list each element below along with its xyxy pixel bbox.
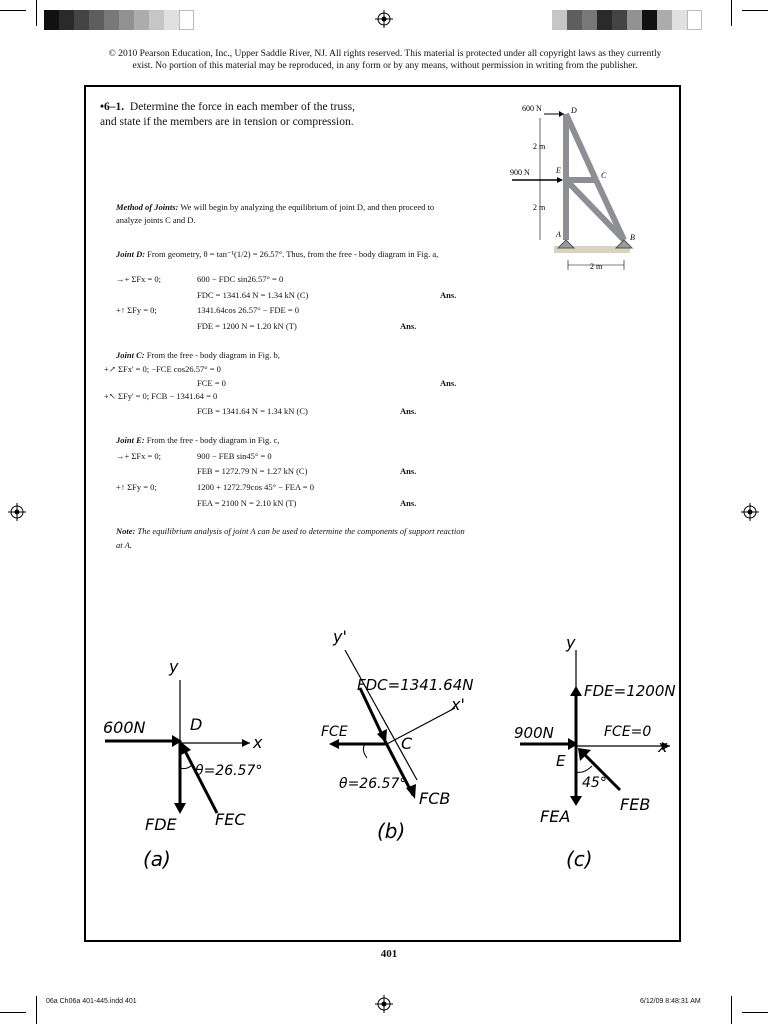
color-bar-right	[552, 10, 702, 30]
result: FDE = 1200 N = 1.20 kN (T)	[197, 321, 297, 331]
crop-mark	[36, 0, 37, 26]
result: FCB = 1341.64 N = 1.34 kN (C)	[197, 406, 308, 416]
fbd-c	[510, 630, 680, 880]
dim-upper-label: 2 m	[533, 142, 546, 151]
dim-lower-label: 2 m	[533, 203, 546, 212]
method-heading	[116, 201, 434, 213]
member-dc	[566, 114, 596, 180]
joint-c-heading	[116, 349, 280, 361]
figure-caption: (b)	[377, 819, 406, 843]
arrowhead-icon	[570, 686, 582, 696]
answer-tag: Ans.	[440, 290, 457, 300]
problem-number: •6–1.	[100, 101, 125, 113]
node-label: D	[571, 106, 577, 115]
result: FCE = 0	[197, 378, 226, 388]
load-mid-label: 900 N	[510, 168, 530, 177]
note-text-line2: at A.	[116, 540, 132, 550]
angle-arc	[180, 765, 192, 769]
node-label: A	[556, 230, 561, 239]
load-label: 600N	[103, 718, 146, 737]
answer-tag: Ans.	[400, 321, 417, 331]
equation-label: +↑ ΣFy = 0;	[116, 305, 157, 315]
method-title: Method of Joints:	[116, 202, 179, 212]
force-label: FDE	[145, 815, 177, 834]
angle-arc	[576, 766, 592, 772]
joint-c-text: From the free - body diagram in Fig. b,	[146, 350, 280, 360]
equation: 1200 + 1272.79cos 45° − FEA = 0	[197, 482, 314, 492]
x-label: x	[253, 733, 263, 752]
force-label: FDE=1200N	[584, 682, 676, 700]
note-label: Note:	[116, 526, 136, 536]
crop-mark	[742, 1012, 768, 1013]
figure-caption: (c)	[566, 847, 593, 871]
angle-label: θ=26.57°	[339, 776, 407, 792]
angle-arc	[363, 744, 367, 758]
node-label: E	[556, 166, 561, 175]
arrowhead-icon	[174, 803, 186, 814]
joint-label: E	[556, 752, 566, 770]
angle-label: 45°	[582, 775, 607, 791]
answer-tag: Ans.	[440, 378, 457, 388]
force-label: FEA	[540, 807, 571, 826]
crop-mark	[0, 1012, 26, 1013]
joint-label: C	[401, 734, 413, 753]
truss-figure	[500, 100, 650, 275]
problem-text: and state if the members are in tension or compression.	[100, 116, 354, 128]
registration-mark-icon	[741, 503, 759, 521]
result: FDC = 1341.64 N = 1.34 kN (C)	[197, 290, 309, 300]
y-prime-axis	[345, 650, 417, 780]
crop-mark	[731, 0, 732, 26]
registration-mark-icon	[375, 995, 393, 1013]
equation: 600 − FDC sin26.57° = 0	[197, 274, 284, 284]
equation: +↖ ΣFy' = 0; FCB − 1341.64 = 0	[104, 391, 218, 401]
crop-mark	[742, 10, 768, 11]
load-label: 900N	[514, 724, 554, 742]
joint-e-heading	[116, 434, 279, 446]
dim-base-label: 2 m	[590, 262, 603, 271]
equation: 900 − FEB sin45° = 0	[197, 451, 272, 461]
equation-label: →+ ΣFx = 0;	[116, 451, 161, 461]
crop-mark	[0, 10, 26, 11]
copyright-notice	[85, 48, 685, 72]
equation-label: →+ ΣFx = 0;	[116, 274, 161, 284]
member-eb	[566, 180, 624, 240]
crop-mark	[36, 996, 37, 1024]
answer-tag: Ans.	[400, 466, 417, 476]
force-label: FCB	[419, 789, 451, 808]
page-number: 401	[380, 948, 398, 960]
joint-e-text: From the free - body diagram in Fig. c,	[146, 435, 280, 445]
support-a-icon	[558, 240, 574, 248]
force-label: FDC=1341.64N	[357, 676, 474, 694]
answer-tag: Ans.	[400, 498, 417, 508]
node-label: B	[630, 233, 635, 242]
registration-mark-icon	[375, 10, 393, 28]
method-text-line2: analyze joints C and D.	[116, 215, 196, 225]
x-prime-axis	[385, 708, 455, 745]
arrowhead-icon	[329, 739, 339, 749]
note-text: The equilibrium analysis of joint A can be used to determine the components of support reaction	[137, 526, 465, 536]
member-cb	[596, 180, 624, 240]
joint-c-title: Joint C:	[116, 350, 145, 360]
figure-caption: (a)	[143, 847, 171, 871]
joint-d-heading	[116, 248, 438, 260]
force-label: FCE=0	[604, 724, 652, 740]
copyright-line: exist. No portion of this material may be reproduced, in any form or by any means, without permission in writing from the publisher.	[132, 61, 638, 71]
equation-label: +↑ ΣFy = 0;	[116, 482, 157, 492]
arrowhead-icon	[242, 739, 250, 747]
x-label: x	[658, 737, 668, 756]
y-label: y	[169, 657, 179, 676]
load-top-label: 600 N	[522, 104, 542, 113]
y-label: y'	[333, 627, 347, 646]
force-label: FEC	[215, 810, 246, 829]
color-bar-left	[44, 10, 194, 30]
equation: 1341.64cos 26.57° − FDE = 0	[197, 305, 299, 315]
node-label: C	[601, 171, 607, 180]
fbd-a	[95, 640, 295, 880]
arrowhead-icon	[570, 796, 582, 806]
footer-file: 06a Ch06a 401-445.indd 401	[46, 998, 137, 1005]
copyright-line: © 2010 Pearson Education, Inc., Upper Saddle River, NJ. All rights reserved. This material is protected under all copyright laws as they currently	[108, 49, 662, 59]
force-label: FEB	[620, 795, 651, 814]
note	[116, 525, 465, 537]
registration-mark-icon	[8, 503, 26, 521]
fbd-b	[305, 620, 505, 870]
joint-d-text: From geometry, θ = tan⁻¹(1/2) = 26.57°. Thus, from the free - body diagram in Fig. a,	[147, 249, 439, 259]
force-fec-arrow	[183, 747, 217, 813]
result: FEA = 2100 N = 2.10 kN (T)	[197, 498, 297, 508]
answer-tag: Ans.	[400, 406, 417, 416]
method-text: We will begin by analyzing the equilibrium of joint D, and then proceed to	[180, 202, 435, 212]
crop-mark	[731, 996, 732, 1024]
joint-d-title: Joint D:	[116, 249, 146, 259]
arrowhead-icon	[557, 177, 563, 183]
y-label: y	[566, 633, 576, 652]
problem-statement	[100, 100, 390, 130]
equation: +↗ ΣFx' = 0; −FCE cos26.57° = 0	[104, 364, 221, 374]
joint-e-title: Joint E:	[116, 435, 145, 445]
force-label: FCE	[321, 724, 348, 740]
angle-label: θ=26.57°	[195, 763, 263, 779]
joint-label: D	[190, 715, 203, 734]
problem-text: Determine the force in each member of the truss,	[129, 101, 356, 113]
result: FEB = 1272.79 N = 1.27 kN (C)	[197, 466, 308, 476]
x-label: x'	[451, 695, 465, 714]
footer-datetime: 6/12/09 8:48:31 AM	[640, 998, 701, 1005]
